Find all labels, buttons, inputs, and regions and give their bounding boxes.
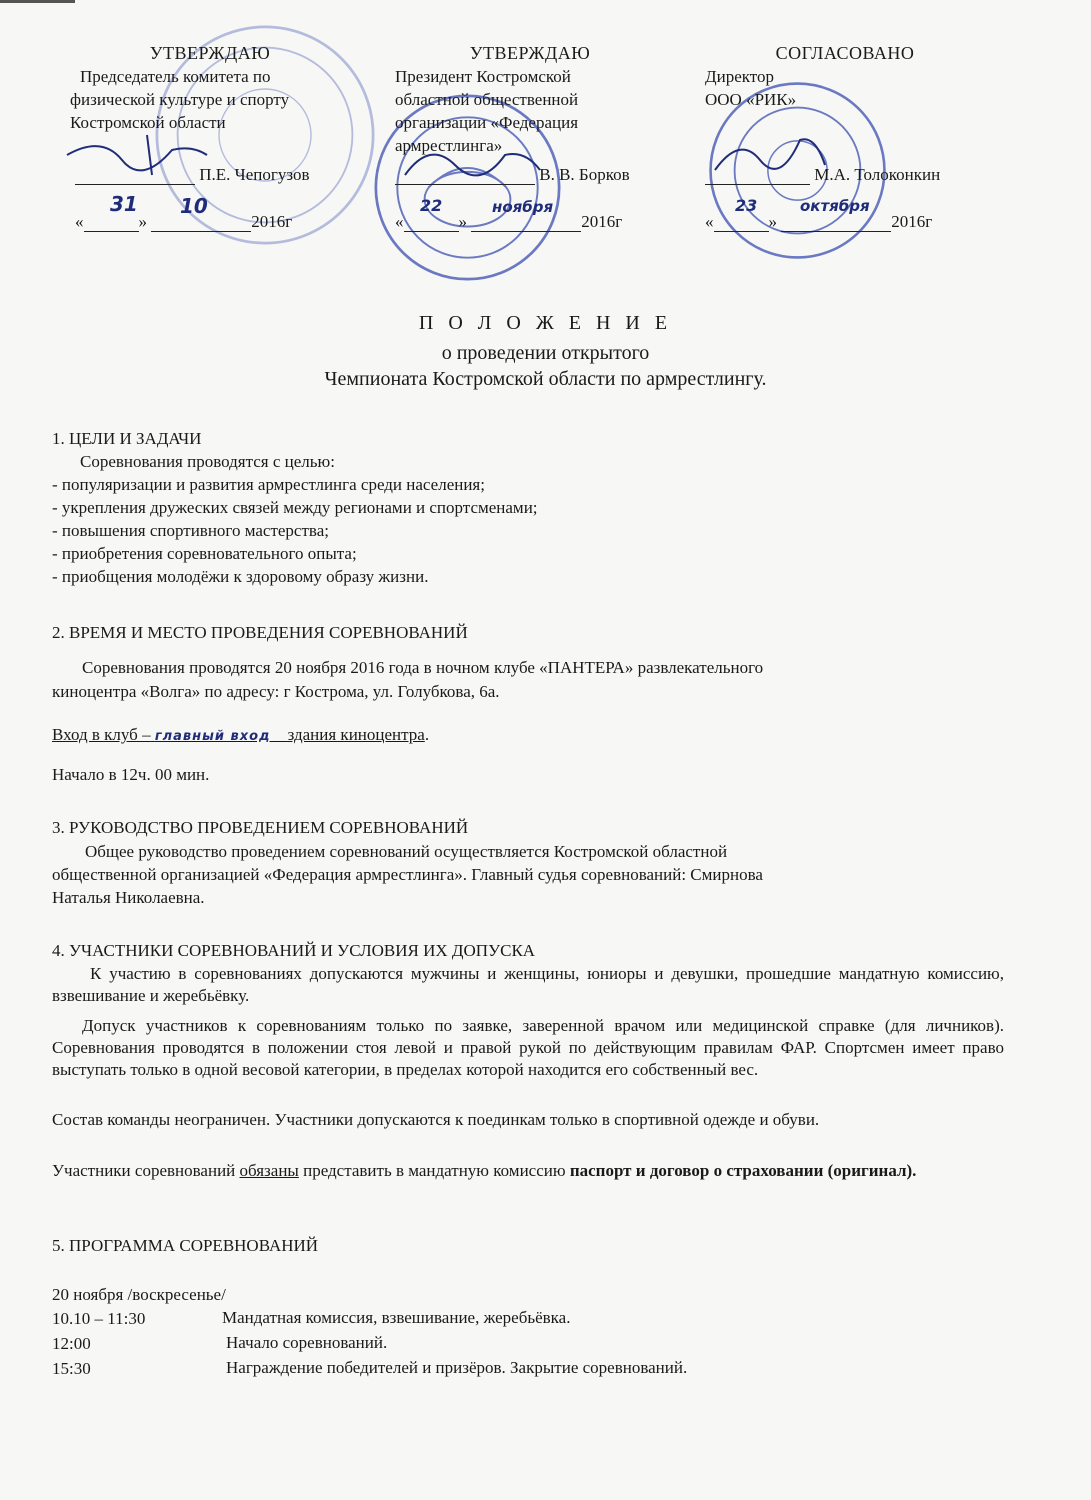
date-year: 2016г: [581, 212, 623, 231]
program-day: 20 ноября /воскресенье/: [52, 1285, 226, 1304]
approval-line: Председатель комитета по: [80, 67, 271, 86]
document-title: П О Л О Ж Е Н И Е: [418, 312, 673, 334]
handwritten-month-3: октября: [800, 197, 870, 215]
date-line-3: « » 2016г: [705, 212, 933, 231]
document-subtitle: о проведении открытого: [441, 342, 650, 364]
approval-line: физической культуре и спорту: [70, 90, 290, 109]
section-4-paragraph: К участию в соревнованиях допускаются мужчины и женщины, юниоры и девушки, прошедшие мандатную комиссию, взвешивание и жеребьёвку.: [52, 964, 1004, 1005]
list-item: - укрепления дружеских связей между регионами и спортсменами;: [52, 498, 538, 517]
section-4-paragraph: Состав команды неограничен. Участники допускаются к поединкам только в спортивной одежде и обуви.: [52, 1110, 820, 1129]
approval-committee: [70, 42, 360, 134]
section-3-line: общественной организацией «Федерация армрестлинга». Главный судья соревнований: Смирнова: [52, 865, 763, 884]
date-line-1: « » 2016г: [75, 212, 293, 231]
signatory-line-2: [395, 165, 630, 185]
section-2-heading: 2. ВРЕМЯ И МЕСТО ПРОВЕДЕНИЯ СОРЕВНОВАНИЙ: [52, 623, 468, 642]
entrance-line: Вход в клуб – главный вход здания киноцентра.: [52, 725, 430, 744]
handwritten-month-2: ноября: [492, 198, 554, 216]
approval-line: областной общественной: [395, 90, 579, 109]
signatory-line-3: [705, 165, 940, 185]
schedule-event: Награждение победителей и призёров. Закрытие соревнований.: [226, 1358, 688, 1377]
handwritten-day-1: 31: [110, 192, 138, 216]
handwritten-month-1: 10: [180, 194, 208, 218]
schedule-time: 15:30: [52, 1359, 91, 1378]
approval-heading: УТВЕРЖДАЮ: [149, 43, 271, 63]
entrance-handwritten: главный вход: [154, 729, 271, 744]
approval-line: Директор: [705, 67, 774, 86]
section-1-heading: 1. ЦЕЛИ И ЗАДАЧИ: [52, 429, 202, 448]
section-1-intro: Соревнования проводятся с целью:: [80, 452, 335, 471]
handwritten-day-2: 22: [420, 196, 443, 215]
section-2-line: киноцентра «Волга» по адресу: г Кострома, ул. Голубкова, 6а.: [52, 682, 500, 701]
obligation-word: обязаны: [239, 1161, 299, 1180]
list-item: - популяризации и развития армрестлинга среди населения;: [52, 475, 485, 494]
section-4-paragraph: Допуск участников к соревнованиям только по заявке, заверенной врачом или медицинской справке (для личников). Соревнования проводятся в положении стоя левой и правой рукой по действующим правилам ФАР. Спортсмен имеет право выступать только в одной весовой категории, в пределах которой находится его собственный вес.: [52, 1016, 1004, 1079]
date-year: 2016г: [891, 212, 933, 231]
approval-line: организации «Федерация: [395, 113, 579, 132]
approval-heading: УТВЕРЖДАЮ: [469, 43, 591, 63]
section-2-line: Соревнования проводятся 20 ноября 2016 года в ночном клубе «ПАНТЕРА» развлекательного: [82, 658, 764, 677]
signatory-name: М.А. Толоконкин: [814, 165, 941, 184]
approval-line: ООО «РИК»: [705, 90, 797, 109]
section-4-heading: 4. УЧАСТНИКИ СОРЕВНОВАНИЙ И УСЛОВИЯ ИХ ДОПУСКА: [52, 941, 536, 960]
required-documents: паспорт и договор о страховании (оригинал).: [569, 1161, 917, 1180]
schedule-time: 10.10 – 11:30: [52, 1309, 146, 1328]
date-line-2: « » 2016г: [395, 212, 623, 231]
schedule-event: Мандатная комиссия, взвешивание, жеребьёвка.: [222, 1308, 571, 1327]
document-subtitle-2: Чемпионата Костромской области по армрестлингу.: [324, 368, 767, 390]
list-item: - приобщения молодёжи к здоровому образу жизни.: [52, 567, 429, 586]
section-3-line: Общее руководство проведением соревнований осуществляется Костромской областной: [85, 842, 728, 861]
section-4-paragraph: Участники соревнований обязаны представить в мандатную комиссию паспорт и договор о страховании (оригинал).: [52, 1161, 917, 1180]
signatory-name: П.Е. Чепогузов: [199, 165, 310, 184]
signatory-line-1: [75, 165, 309, 185]
schedule-time: 12:00: [52, 1334, 91, 1353]
approval-company: [705, 42, 985, 111]
approval-heading: СОГЛАСОВАНО: [775, 43, 915, 63]
approval-federation: [395, 42, 665, 157]
list-item: - повышения спортивного мастерства;: [52, 521, 329, 540]
section-5-heading: 5. ПРОГРАММА СОРЕВНОВАНИЙ: [52, 1236, 319, 1255]
section-3-line: Наталья Николаевна.: [52, 888, 205, 907]
entrance-suffix: здания киноцентра: [287, 725, 425, 744]
signatory-name: В. В. Борков: [539, 165, 630, 184]
approval-line: Костромской области: [70, 113, 226, 132]
section-3-heading: 3. РУКОВОДСТВО ПРОВЕДЕНИЕМ СОРЕВНОВАНИЙ: [52, 818, 469, 837]
approval-line: армрестлинга»: [395, 136, 503, 155]
start-time: Начало в 12ч. 00 мин.: [52, 765, 210, 784]
entrance-prefix: Вход в клуб –: [52, 725, 151, 744]
list-item: - приобретения соревновательного опыта;: [52, 544, 357, 563]
date-year: 2016г: [251, 212, 293, 231]
scan-edge-mark: [0, 0, 75, 3]
approval-line: Президент Костромской: [395, 67, 571, 86]
handwritten-day-3: 23: [735, 196, 758, 215]
schedule-event: Начало соревнований.: [226, 1333, 388, 1352]
